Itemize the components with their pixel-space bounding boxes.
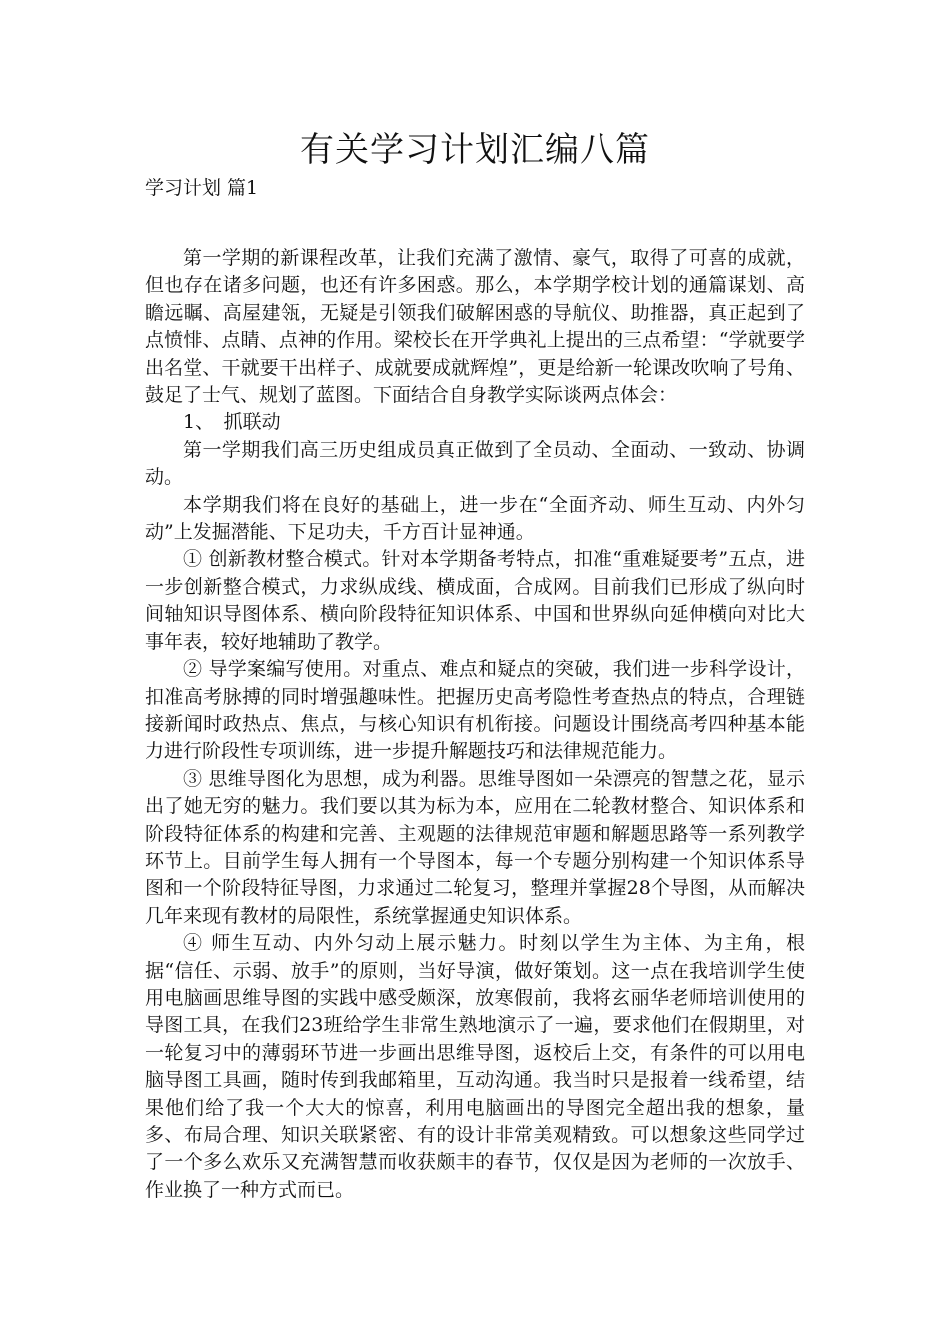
paragraph-point-1: ① 创新教材整合模式。针对本学期备考特点，扣准“重难疑要考”五点，进一步创新整合模式，力求纵成线、横成面，合成网。目前我们已形成了纵向时间轴知识导图体系、横向阶段特征知识体系、中国和世界纵向延伸横向对比大事年表，较好地辅助了教学。 xyxy=(145,548,805,653)
paragraph-item-heading: 1、 抓联动 xyxy=(183,411,281,434)
paragraph-intro: 第一学期的新课程改革，让我们充满了激情、豪气，取得了可喜的成就，但也存在诸多问题，也还有许多困惑。那么，本学期学校计划的通篇谋划、高瞻远瞩、高屋建瓴，无疑是引领我们破解困惑的导航仪、助推器，真正起到了点愤悱、点睛、点神的作用。梁校长在开学典礼上提出的三点希望：“学就要学出名堂、干就要干出样子、成就要成就辉煌”，更是给新一轮课改吹响了号角、鼓足了士气、规划了蓝图。下面结合自身教学实际谈两点体会： xyxy=(145,247,805,407)
paragraph-point-2: ② 导学案编写使用。对重点、难点和疑点的突破，我们进一步科学设计，扣准高考脉搏的同时增强趣味性。把握历史高考隐性考查热点的特点，合理链接新闻时政热点、焦点，与核心知识有机衔接。问题设计围绕高考四种基本能力进行阶段性专项训练，进一步提升解题技巧和法律规范能力。 xyxy=(145,658,805,763)
paragraph-point-3: ③ 思维导图化为思想，成为利器。思维导图如一朵漂亮的智慧之花，显示出了她无穷的魅力。我们要以其为标为本，应用在二轮教材整合、知识体系和阶段特征体系的构建和完善、主观题的法律规范审题和解题思路等一系列教学环节上。目前学生每人拥有一个导图本，每一个专题分别构建一个知识体系导图和一个阶段特征导图，力求通过二轮复习，整理并掌握28个导图，从而解决几年来现有教材的局限性，系统掌握通史知识体系。 xyxy=(145,767,805,927)
paragraph: 本学期我们将在良好的基础上，进一步在“全面齐动、师生互动、内外匀动”上发掘潜能、下足功夫，千方百计显神通。 xyxy=(145,493,805,544)
paragraph: 第一学期我们高三历史组成员真正做到了全员动、全面动、一致动、协调动。 xyxy=(145,438,805,489)
document-body xyxy=(145,245,805,1204)
document-title: 有关学习计划汇编八篇 xyxy=(300,130,650,170)
section-heading: 学习计划 篇1 xyxy=(145,177,259,199)
paragraph-point-4: ④ 师生互动、内外匀动上展示魅力。时刻以学生为主体、为主角，根据“信任、示弱、放手”的原则，当好导演，做好策划。这一点在我培训学生使用电脑画思维导图的实践中感受颇深，放寒假前，我将玄丽华老师培训使用的导图工具，在我们23班给学生非常生熟地演示了一遍，要求他们在假期里，对一轮复习中的薄弱环节进一步画出思维导图，返校后上交，有条件的可以用电脑导图工具画，随时传到我邮箱里，互动沟通。我当时只是报着一线希望，结果他们给了我一个大大的惊喜，利用电脑画出的导图完全超出我的想象，量多、布局合理、知识关联紧密、有的设计非常美观精致。可以想象这些同学过了一个多么欢乐又充满智慧而收获颇丰的春节，仅仅是因为老师的一次放手、作业换了一种方式而已。 xyxy=(145,932,805,1201)
